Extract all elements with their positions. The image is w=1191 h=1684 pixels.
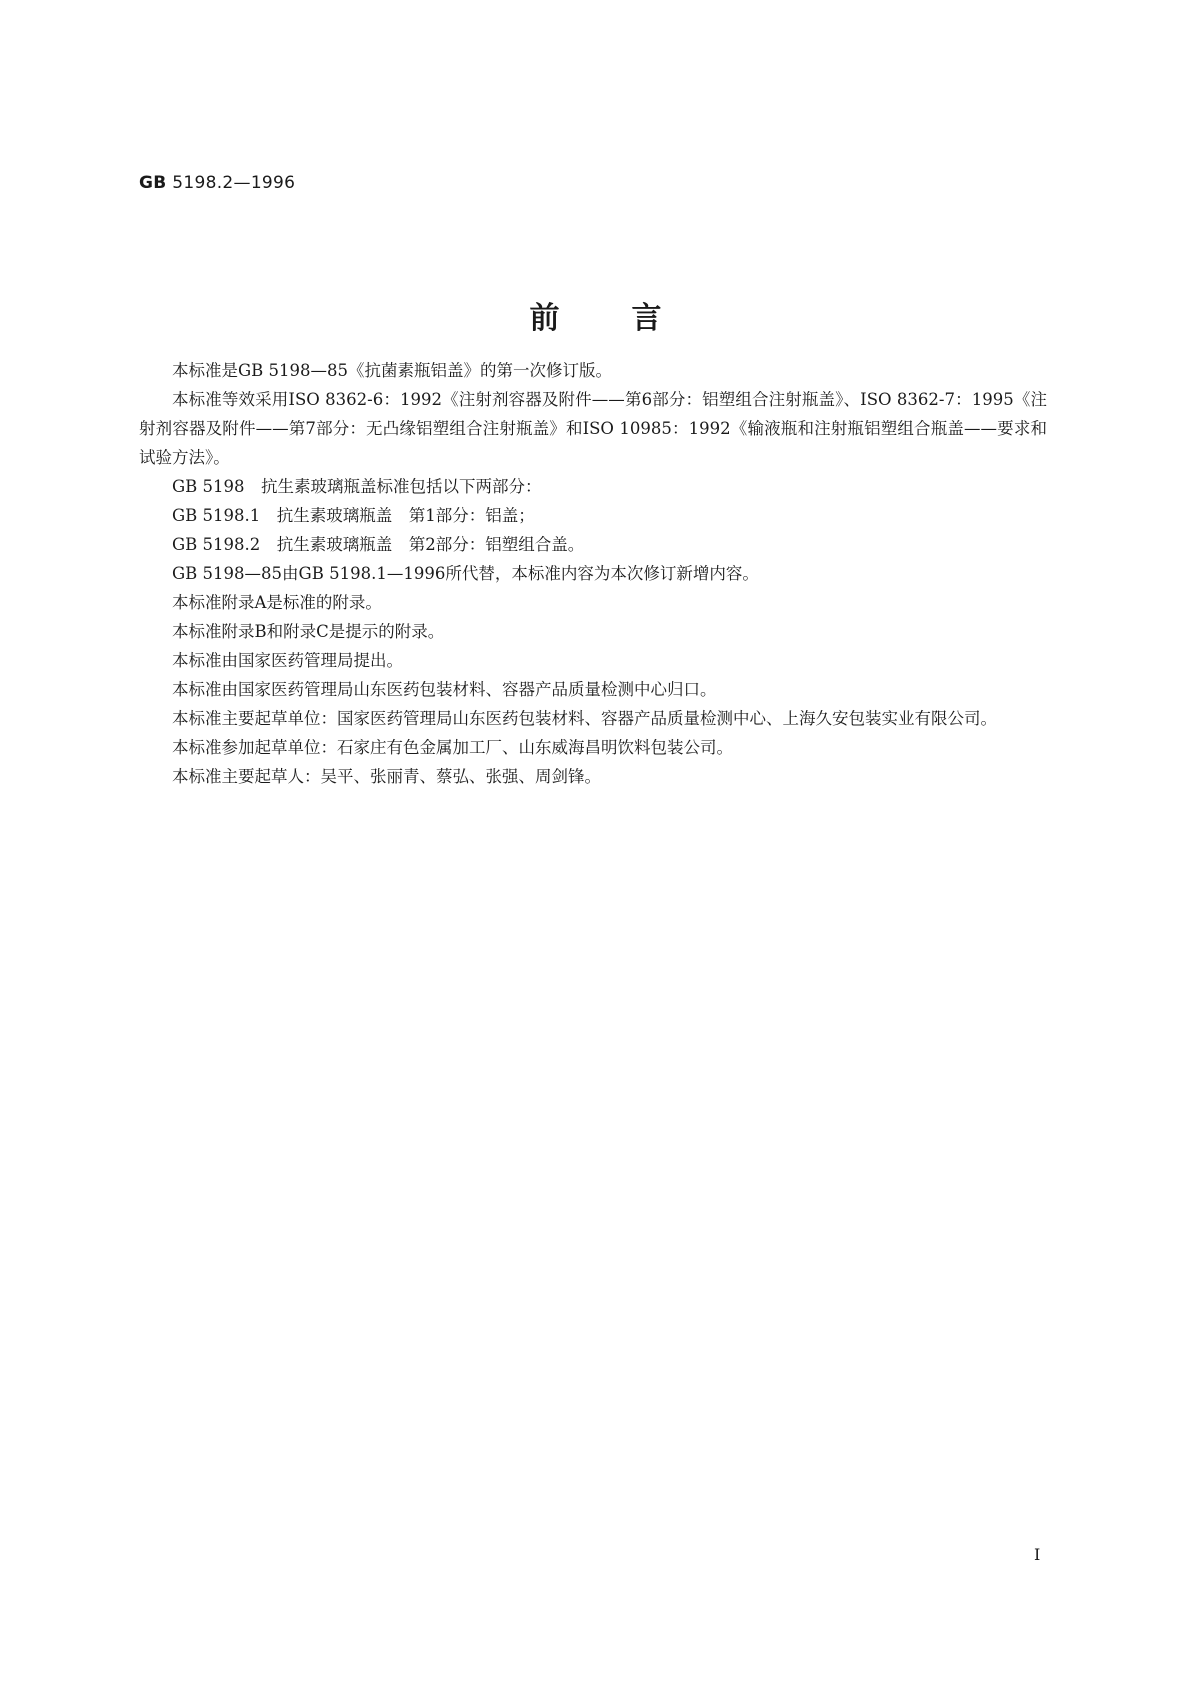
preface-paragraph: 本标准等效采用ISO 8362-6：1992《注射剂容器及附件——第6部分：铝塑组合注射瓶盖》、ISO 8362-7：1995《注射剂容器及附件——第7部分：无凸缘铝塑组合注射瓶盖》和ISO 10985：1992《输液瓶和注射瓶铝塑组合瓶盖——要求和试验方法》。 — [139, 390, 1047, 467]
preface-paragraph: 本标准参加起草单位：石家庄有色金属加工厂、山东威海昌明饮料包装公司。 — [172, 738, 733, 757]
document-code-number: 5198.2—1996 — [172, 173, 296, 193]
document-code-prefix: GB — [139, 173, 167, 193]
preface-paragraph: 本标准由国家医药管理局提出。 — [172, 651, 403, 670]
preface-paragraph: 本标准附录B和附录C是提示的附录。 — [172, 622, 445, 641]
preface-paragraph: 本标准由国家医药管理局山东医药包装材料、容器产品质量检测中心归口。 — [172, 680, 717, 699]
preface-paragraph: GB 5198—85由GB 5198.1—1996所代替，本标准内容为本次修订新增内容。 — [172, 564, 759, 583]
preface-paragraph: GB 5198.2 抗生素玻璃瓶盖 第2部分：铝塑组合盖。 — [172, 535, 585, 554]
document-code — [139, 173, 295, 193]
preface-paragraph: GB 5198 抗生素玻璃瓶盖标准包括以下两部分： — [172, 477, 542, 496]
preface-paragraph: 本标准附录A是标准的附录。 — [172, 593, 382, 612]
page-number: I — [1034, 1545, 1041, 1564]
preface-paragraph: 本标准主要起草人：吴平、张丽青、蔡弘、张强、周剑锋。 — [172, 767, 601, 786]
preface-paragraph: 本标准是GB 5198—85《抗菌素瓶铝盖》的第一次修订版。 — [172, 361, 613, 380]
preface-body — [139, 356, 1047, 791]
preface-paragraph: 本标准主要起草单位：国家医药管理局山东医药包装材料、容器产品质量检测中心、上海久安包装实业有限公司。 — [172, 709, 997, 728]
page-title: 前言 — [529, 301, 734, 336]
preface-paragraph: GB 5198.1 抗生素玻璃瓶盖 第1部分：铝盖； — [172, 506, 535, 525]
